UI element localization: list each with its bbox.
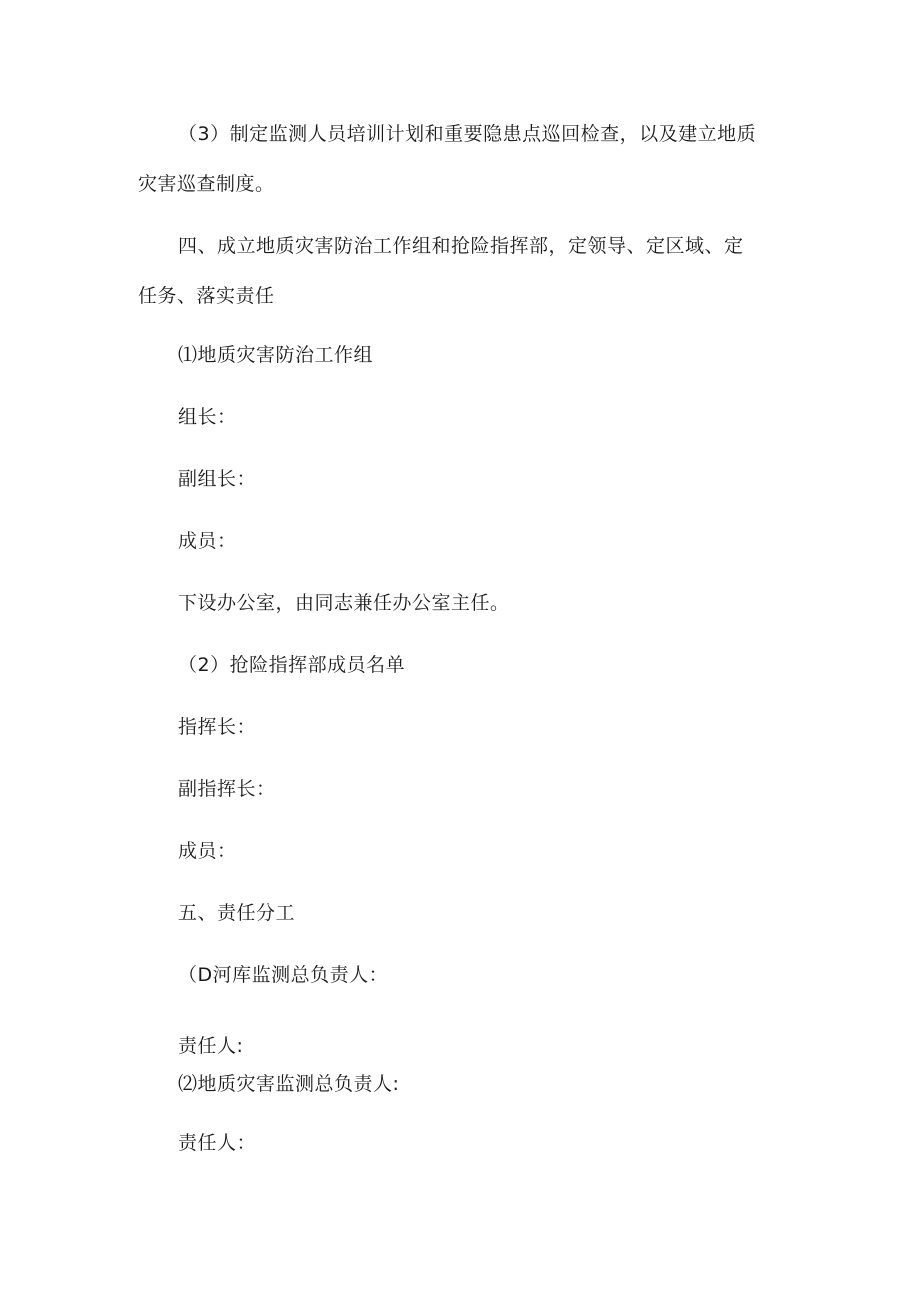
section-4-heading-line-1: 四、成立地质灾害防治工作组和抢险指挥部，定领导、定区域、定: [178, 235, 744, 257]
commander-label: 指挥长：: [178, 716, 257, 738]
duty-1-label: （D河库监测总负责人：: [178, 964, 389, 986]
office-note: 下设办公室，由同志兼任办公室主任。: [178, 592, 510, 614]
subsection-2-title: （2）抢险指挥部成员名单: [178, 654, 406, 676]
duty-2-label: ⑵地质灾害监测总负责人:: [178, 1073, 400, 1095]
members-label-2: 成员：: [178, 840, 237, 862]
deputy-leader-label: 副组长：: [178, 468, 257, 490]
paragraph-3-line-2: 灾害巡查制度。: [138, 173, 275, 195]
responsible-1-label: 责任人:: [178, 1035, 244, 1057]
deputy-commander-label: 副指挥长：: [178, 778, 276, 800]
section-4-heading-line-2: 任务、落实责任: [138, 285, 275, 307]
paragraph-3-line-1: （3）制定监测人员培训计划和重要隐患点巡回检查，以及建立地质: [178, 123, 757, 145]
leader-label: 组长：: [178, 406, 237, 428]
members-label-1: 成员：: [178, 530, 237, 552]
responsible-2-label: 责任人：: [178, 1132, 257, 1154]
section-5-heading: 五、责任分工: [178, 902, 296, 924]
subsection-1-title: ⑴地质灾害防治工作组: [178, 344, 374, 366]
